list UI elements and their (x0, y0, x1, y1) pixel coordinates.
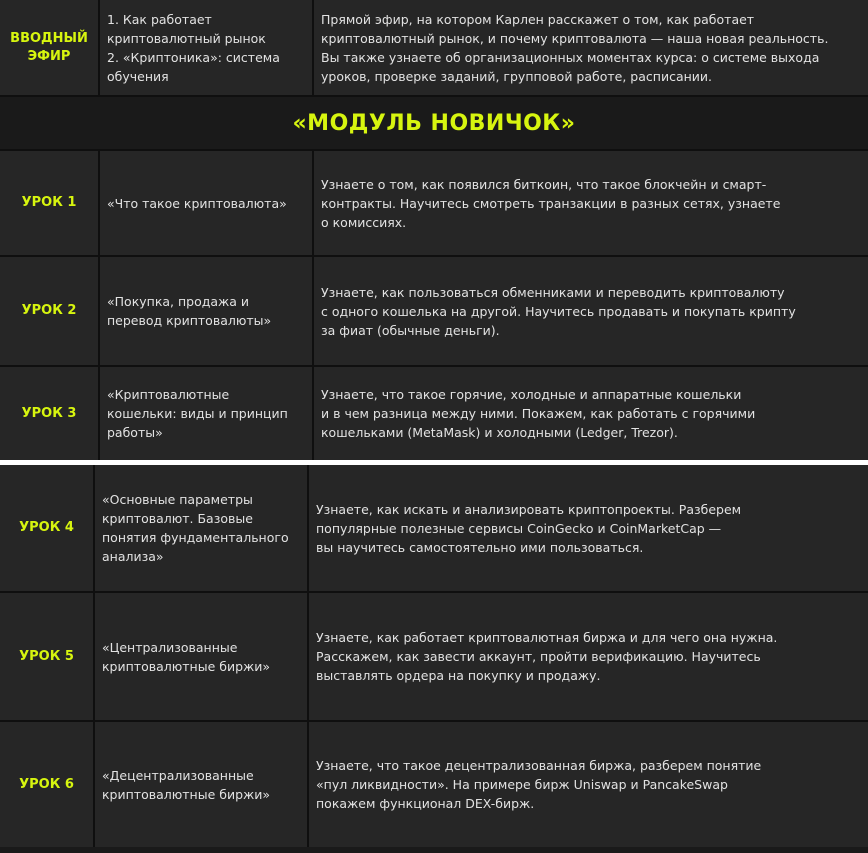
lesson-title-line: перевод криптовалюты» (107, 313, 272, 328)
intro-label (0, 0, 98, 95)
lesson-title-line: работы» (107, 425, 163, 440)
intro-title-line: криптовалютный рынок (107, 30, 266, 46)
lesson-desc-line: контракты. Научитесь смотреть транзакции в разных сетях, узнаете (321, 195, 781, 211)
lesson-description (309, 465, 868, 591)
lesson-desc-line: Узнаете, как искать и анализировать криптопроекты. Разберем (316, 501, 742, 517)
lesson-title-line: «Покупка, продажа и (107, 294, 250, 309)
lesson-title-line: «Что такое криптовалюта» (107, 195, 287, 211)
bottom-edge (0, 847, 868, 853)
lesson-label: УРОК 3 (21, 405, 77, 421)
intro-title-line: 2. «Криптоника»: система (107, 49, 280, 65)
lesson-desc-line: и в чем разница между ними. Покажем, как работать с горячими (321, 406, 756, 421)
lesson-desc-line: Узнаете, как работает криптовалютная биржа и для чего она нужна. (316, 630, 778, 645)
intro-desc-line: Вы также узнаете об организационных моментах курса: о системе выхода (321, 49, 820, 65)
lesson-title-line: «Криптовалютные (107, 387, 230, 402)
lesson-row-4 (0, 465, 868, 591)
lesson-title-line: криптовалютные биржи» (102, 786, 271, 802)
lesson-title-line: «Централизованные (102, 639, 238, 655)
lesson-label: УРОК 4 (19, 520, 74, 535)
intro-row (0, 0, 868, 95)
lesson-title-line: криптовалютные биржи» (102, 658, 271, 674)
lesson-desc-line: за фиат (обычные деньги). (321, 322, 500, 338)
lesson-label: УРОК 5 (19, 648, 74, 664)
lesson-desc-line: Узнаете, что такое децентрализованная биржа, разберем понятие (316, 758, 762, 773)
lesson-title (95, 722, 307, 847)
intro-desc-line: криптовалютный рынок, и почему криптовалюта — наша новая реальность. (321, 30, 829, 46)
lesson-desc-line: вы научитесь самостоятельно ими пользоваться. (316, 539, 644, 555)
lesson-desc-line: выставлять ордера на покупку и продажу. (316, 668, 601, 683)
bottom-table-block (0, 465, 868, 847)
lesson-row-2 (0, 257, 868, 365)
intro-desc-line: Прямой эфир, на котором Карлен расскажет о том, как работает (321, 11, 755, 27)
lesson-title (95, 465, 307, 591)
lesson-title-line: анализа» (102, 549, 164, 564)
lesson-desc-line: с одного кошелька на другой. Научитесь продавать и покупать крипту (321, 303, 796, 319)
intro-title-line: обучения (107, 68, 169, 84)
lesson-row-6 (0, 722, 868, 847)
module-heading: «МОДУЛЬ НОВИЧОК» (0, 97, 868, 149)
lesson-title (100, 367, 312, 460)
lesson-title (100, 151, 312, 255)
lesson-title-line: кошельки: виды и принцип (107, 406, 288, 421)
intro-description (314, 0, 868, 95)
lesson-desc-line: кошельками (MetaMask) и холодными (Ledger, Trezor). (321, 425, 678, 440)
intro-label-text: ВВОДНЫЙ ЭФИР (10, 30, 88, 64)
lesson-description (314, 257, 868, 365)
intro-title (100, 0, 312, 95)
lesson-row-1 (0, 151, 868, 255)
intro-title-line: 1. Как работает (107, 11, 212, 27)
lesson-description (309, 593, 868, 720)
lesson-description (314, 367, 868, 460)
intro-desc-line: уроков, проверке заданий, групповой работе, расписании. (321, 68, 712, 84)
lesson-row-3 (0, 367, 868, 460)
lesson-desc-line: Узнаете, что такое горячие, холодные и аппаратные кошельки (321, 387, 742, 402)
lesson-desc-line: Узнаете, как пользоваться обменниками и переводить криптовалюту (321, 284, 785, 300)
lesson-title (100, 257, 312, 365)
lesson-desc-line: Расскажем, как завести аккаунт, пройти верификацию. Научитесь (316, 649, 761, 664)
lesson-desc-line: «пул ликвидности». На примере бирж Uniswap и PancakeSwap (316, 777, 728, 792)
lesson-desc-line: Узнаете о том, как появился биткоин, что такое блокчейн и смарт- (321, 176, 767, 192)
lesson-desc-line: покажем функционал DEX-бирж. (316, 796, 535, 811)
lesson-label: УРОК 6 (19, 776, 74, 792)
lesson-label: УРОК 2 (21, 303, 77, 318)
lesson-row-5 (0, 593, 868, 720)
lesson-title-line: понятия фундаментального (102, 530, 289, 545)
lesson-label: УРОК 1 (21, 195, 77, 210)
lesson-desc-line: популярные полезные сервисы CoinGecko и CoinMarketCap — (316, 520, 722, 536)
lesson-title-line: «Основные параметры (102, 492, 253, 507)
lesson-desc-line: о комиссиях. (321, 214, 407, 230)
lesson-title-line: «Децентрализованные (102, 767, 254, 783)
lesson-title-line: криптовалют. Базовые (102, 511, 253, 526)
lesson-description (309, 722, 868, 847)
lesson-title (95, 593, 307, 720)
lesson-description (314, 151, 868, 255)
